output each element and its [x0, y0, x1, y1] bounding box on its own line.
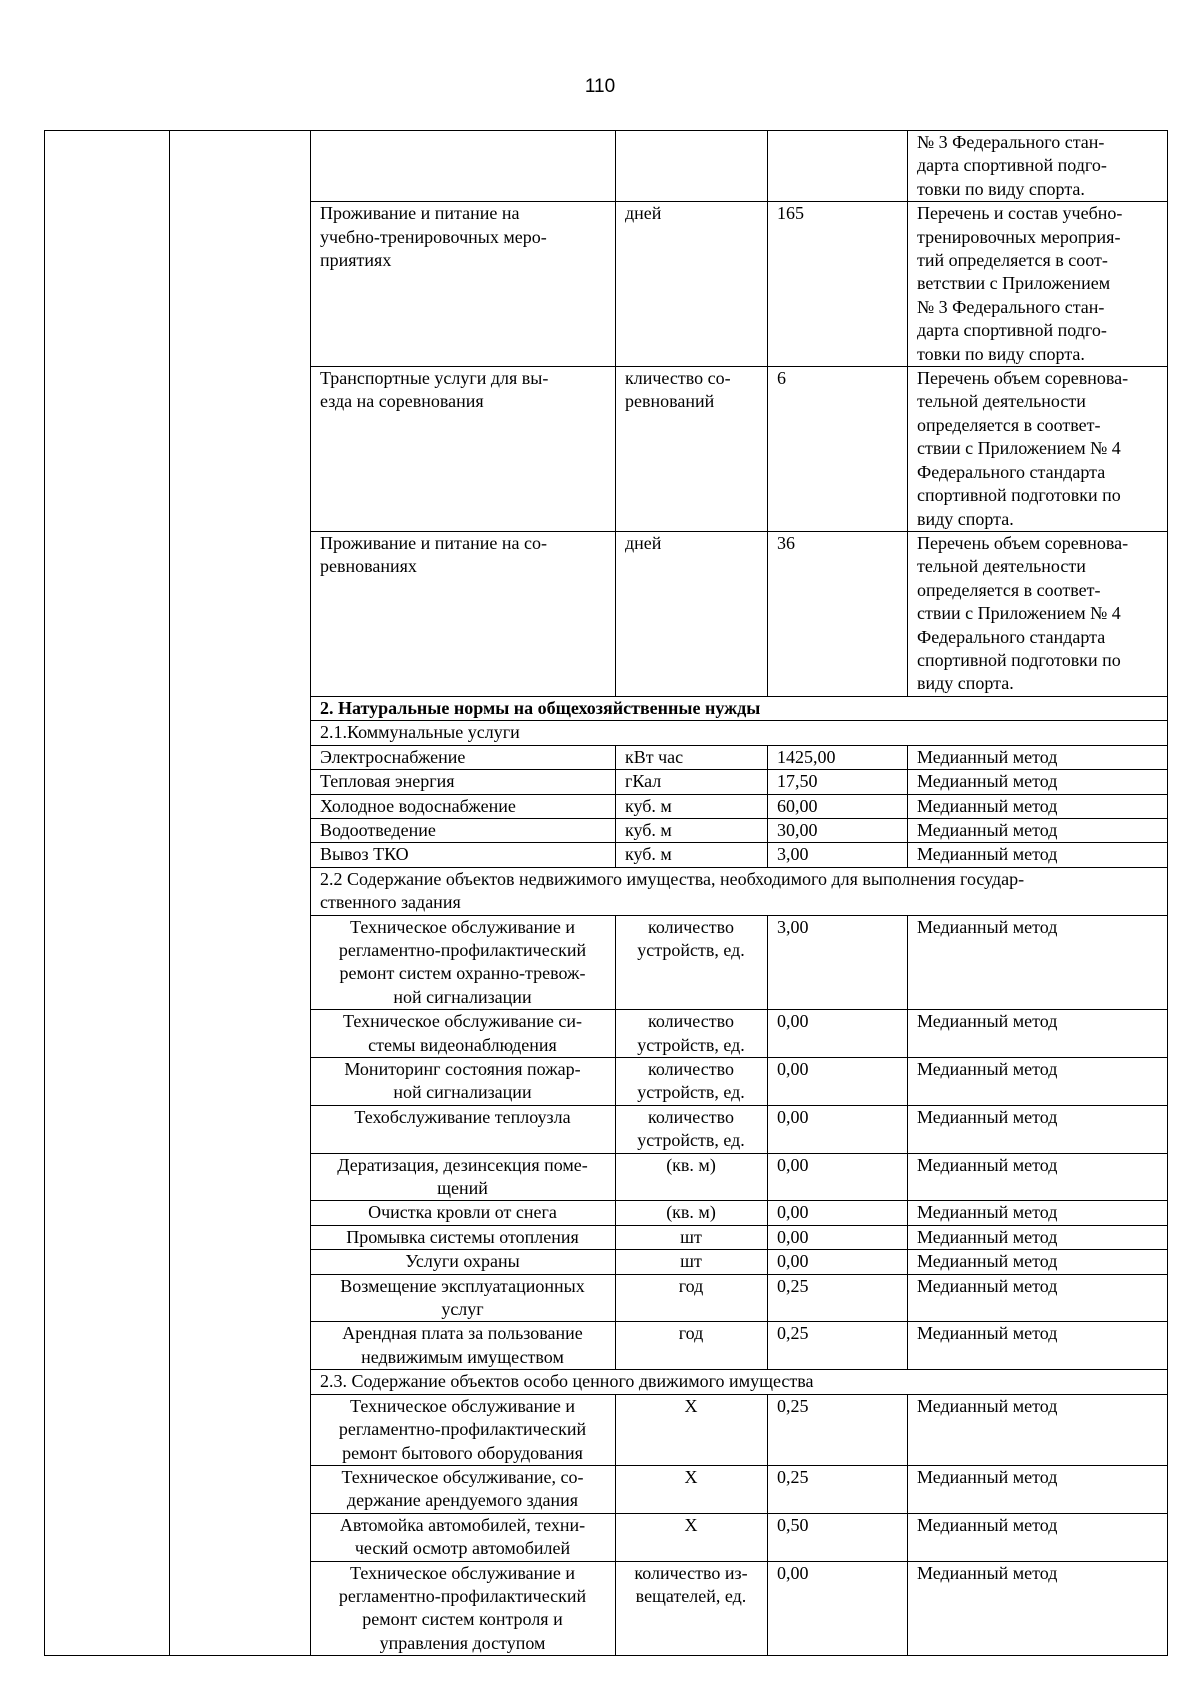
cell-unit: шт [616, 1250, 768, 1274]
cell-name: Вывоз ТКО [311, 843, 616, 867]
cell-name: Возмещение эксплуатационных услуг [311, 1274, 616, 1322]
cell-name: Техническое обслуживание и регламентно-профилактический ремонт бытового оборудования [311, 1394, 616, 1465]
cell-unit: куб. м [616, 794, 768, 818]
cell-value: 6 [768, 367, 908, 532]
cell-value: 0,00 [768, 1225, 908, 1249]
cell-name: Техническое обслуживание си- стемы видеонаблюдения [311, 1010, 616, 1058]
cell-unit: гКал [616, 770, 768, 794]
cell-value: 36 [768, 531, 908, 696]
cell-method: Медианный метод [908, 770, 1168, 794]
cell-note: Перечень объем соревнова- тельной деятельности определяется в соответ- ствии с Приложением № 4 Федерального стандарта спортивной подготовки по виду спорта. [908, 531, 1168, 696]
cell-name: Техобслуживание теплоузла [311, 1105, 616, 1153]
cell-value: 0,50 [768, 1513, 908, 1561]
cell-value: 60,00 [768, 794, 908, 818]
cell-name: Услуги охраны [311, 1250, 616, 1274]
second-blank-column [170, 131, 311, 1656]
cell-name: Электроснабжение [311, 745, 616, 769]
cell-value: 0,00 [768, 1010, 908, 1058]
cell-method: Медианный метод [908, 915, 1168, 1010]
cell-name: Очистка кровли от снега [311, 1201, 616, 1225]
cell-unit: Х [616, 1394, 768, 1465]
cell-method: Медианный метод [908, 1225, 1168, 1249]
cell-method: Медианный метод [908, 1010, 1168, 1058]
cell-name: Арендная плата за пользование недвижимым имуществом [311, 1322, 616, 1370]
cell-value: 0,00 [768, 1153, 908, 1201]
cell-value: 17,50 [768, 770, 908, 794]
cell-unit: дней [616, 202, 768, 367]
cell-unit: кВт час [616, 745, 768, 769]
cell-value: 0,00 [768, 1058, 908, 1106]
cell-name: Промывка системы отопления [311, 1225, 616, 1249]
cell-unit: Х [616, 1465, 768, 1513]
cell-method: Медианный метод [908, 818, 1168, 842]
cell-value: 3,00 [768, 915, 908, 1010]
cell-method: Медианный метод [908, 1465, 1168, 1513]
section-2-title: 2. Натуральные нормы на общехозяйственные нужды [311, 696, 1168, 720]
cell-unit: год [616, 1274, 768, 1322]
cell-method: Медианный метод [908, 1153, 1168, 1201]
cell-unit: шт [616, 1225, 768, 1249]
section-2-3-title: 2.3. Содержание объектов особо ценного движимого имущества [311, 1370, 1168, 1394]
cell-value: 0,25 [768, 1322, 908, 1370]
cell-value: 1425,00 [768, 745, 908, 769]
cell-value: 0,00 [768, 1201, 908, 1225]
cell-name: Проживание и питание на учебно-тренировочных меро- приятиях [311, 202, 616, 367]
cell-method: Медианный метод [908, 1394, 1168, 1465]
cell-note: Перечень объем соревнова- тельной деятельности определяется в соответ- ствии с Приложением № 4 Федерального стандарта спортивной подготовки по виду спорта. [908, 367, 1168, 532]
cell-unit: количество из- вещателей, ед. [616, 1561, 768, 1656]
cell-method: Медианный метод [908, 1058, 1168, 1106]
cell-note: Перечень и состав учебно- тренировочных мероприя- тий определяется в соот- ветствии с Приложением № 3 Федерального стан- дарта спортивной подго- товки по виду спорта. [908, 202, 1168, 367]
section-2-1-title: 2.1.Коммунальные услуги [311, 721, 1168, 745]
cell-name: Проживание и питание на со- ревнованиях [311, 531, 616, 696]
page-number: 110 [584, 76, 616, 97]
cell-unit: количество устройств, ед. [616, 1010, 768, 1058]
cell-note: № 3 Федерального стан- дарта спортивной подго- товки по виду спорта. [908, 131, 1168, 202]
cell-method: Медианный метод [908, 1201, 1168, 1225]
cell-unit: дней [616, 531, 768, 696]
cell-name: Техническое обслуживание и регламентно-профилактический ремонт систем охранно-тревож- ной сигнализации [311, 915, 616, 1010]
cell-name: Транспортные услуги для вы- езда на соревнования [311, 367, 616, 532]
cell-method: Медианный метод [908, 1105, 1168, 1153]
section-2-2-title: 2.2 Содержание объектов недвижимого имущества, необходимого для выполнения государ- ственного задания [311, 867, 1168, 915]
cell-unit: куб. м [616, 818, 768, 842]
cell-name: Мониторинг состояния пожар- ной сигнализации [311, 1058, 616, 1106]
cell-unit: кличество со- ревнований [616, 367, 768, 532]
cell-unit: количество устройств, ед. [616, 1058, 768, 1106]
cell-unit: куб. м [616, 843, 768, 867]
left-blank-column [45, 131, 170, 1656]
cell-name: Дератизация, дезинсекция поме- щений [311, 1153, 616, 1201]
cell-method: Медианный метод [908, 843, 1168, 867]
cell-method: Медианный метод [908, 1322, 1168, 1370]
cell-unit: Х [616, 1513, 768, 1561]
cell-value: 30,00 [768, 818, 908, 842]
cell-name: Техническое обсулживание, со- держание арендуемого здания [311, 1465, 616, 1513]
cell-value: 0,00 [768, 1250, 908, 1274]
cell-unit: (кв. м) [616, 1201, 768, 1225]
cell-method: Медианный метод [908, 1274, 1168, 1322]
cell-name: Водоотведение [311, 818, 616, 842]
cell-value: 0,00 [768, 1105, 908, 1153]
table-row [45, 131, 1168, 202]
cell-method: Медианный метод [908, 745, 1168, 769]
cell-value: 165 [768, 202, 908, 367]
cell-name: Холодное водоснабжение [311, 794, 616, 818]
cell-method: Медианный метод [908, 1513, 1168, 1561]
cell-unit: количество устройств, ед. [616, 915, 768, 1010]
cell-name: Техническое обслуживание и регламентно-профилактический ремонт систем контроля и управления доступом [311, 1561, 616, 1656]
cell-method: Медианный метод [908, 794, 1168, 818]
cell-value: 0,25 [768, 1465, 908, 1513]
norms-table [44, 130, 1168, 1656]
cell-value: 0,25 [768, 1274, 908, 1322]
cell-method: Медианный метод [908, 1561, 1168, 1656]
cell-value: 3,00 [768, 843, 908, 867]
cell-unit: (кв. м) [616, 1153, 768, 1201]
cell-value: 0,00 [768, 1561, 908, 1656]
cell-unit: количество устройств, ед. [616, 1105, 768, 1153]
cell-name: Тепловая энергия [311, 770, 616, 794]
cell-name: Автомойка автомобилей, техни- ческий осмотр автомобилей [311, 1513, 616, 1561]
cell-unit: год [616, 1322, 768, 1370]
cell-value: 0,25 [768, 1394, 908, 1465]
cell-method: Медианный метод [908, 1250, 1168, 1274]
